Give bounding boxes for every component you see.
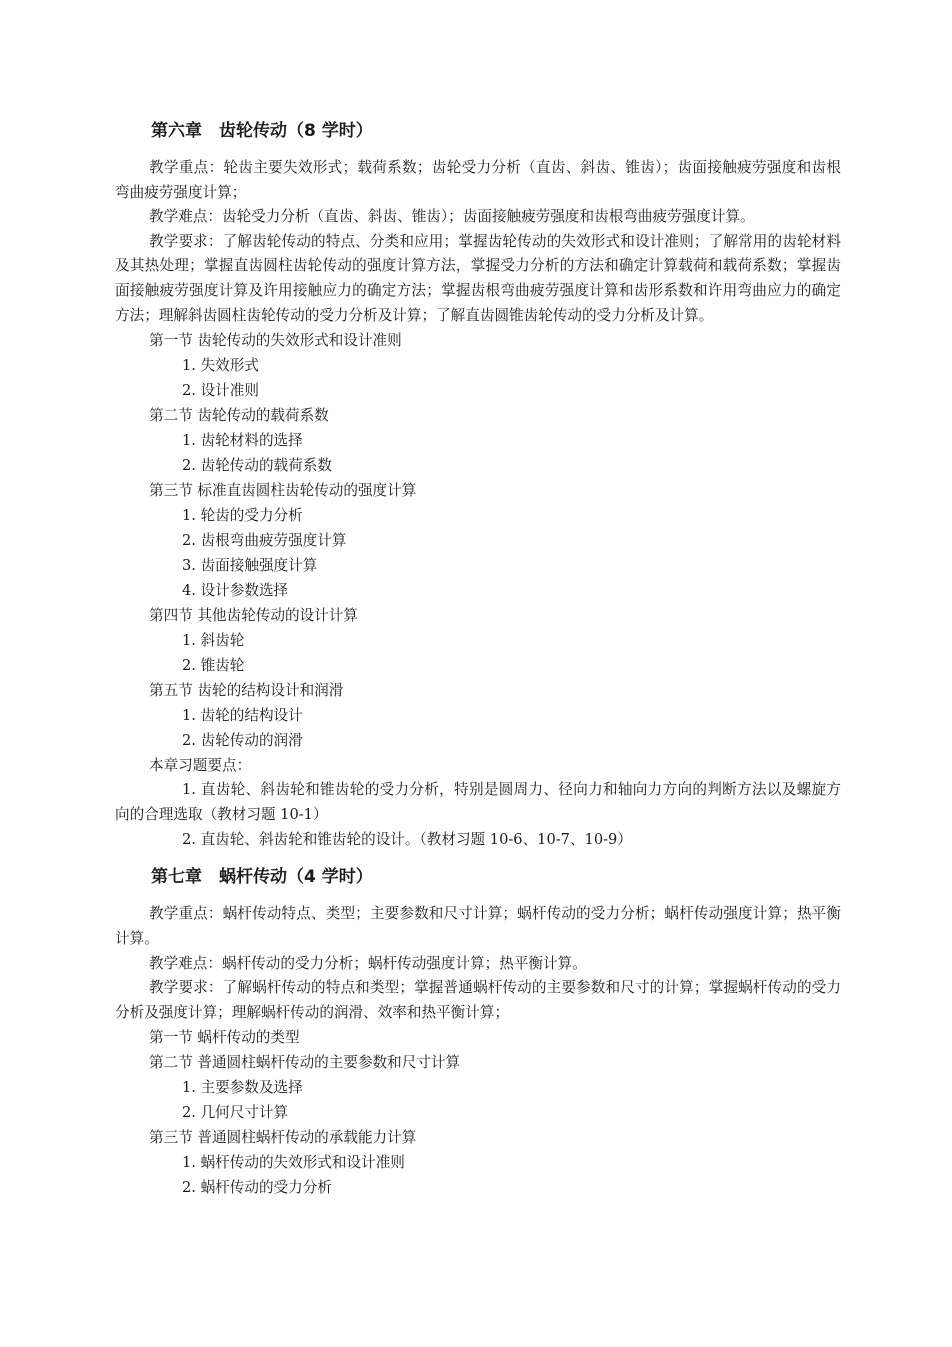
teaching-requirements: 教学要求：了解蜗杆传动的特点和类型；掌握普通蜗杆传动的主要参数和尺寸的计算；掌握蜗杆传动的受力分析及强度计算；理解蜗杆传动的润滑、效率和热平衡计算； (115, 979, 841, 1021)
section-title: 第四节 其他齿轮传动的设计计算 (149, 607, 358, 625)
section-item: 2. 设计准则 (182, 382, 259, 400)
section-item: 1. 失效形式 (182, 357, 259, 375)
section-item: 2. 齿轮传动的润滑 (182, 732, 303, 750)
section-item: 2. 几何尺寸计算 (182, 1104, 289, 1122)
exercises-title: 本章习题要点： (149, 757, 252, 775)
document-page (115, 112, 841, 1200)
teaching-difficulties: 教学难点：蜗杆传动的受力分析；蜗杆传动强度计算；热平衡计算。 (149, 954, 587, 972)
exercise-item: 2. 直齿轮、斜齿轮和锥齿轮的设计。（教材习题 10-6、10-7、10-9） (182, 831, 632, 849)
exercise-item: 1. 直齿轮、斜齿轮和锥齿轮的受力分析，特别是圆周力、径向力和轴向力方向的判断方法以及螺旋方向的合理选取（教材习题 10-1） (115, 781, 841, 823)
teaching-requirements: 教学要求：了解齿轮传动的特点、分类和应用；掌握齿轮传动的失效形式和设计准则；了解常用的齿轮材料及其热处理；掌握直齿圆柱齿轮传动的强度计算方法，掌握受力分析的方法和确定计算载荷和载荷系数；掌握齿面接触疲劳强度计算及许用接触应力的确定方法；掌握齿根弯曲疲劳强度计算和齿形系数和许用弯曲应力的确定方法；理解斜齿圆柱齿轮传动的受力分析及计算；了解直齿圆锥齿轮传动的受力分析及计算。 (115, 232, 841, 324)
section-item: 2. 蜗杆传动的受力分析 (182, 1179, 332, 1197)
chapter-title: 第六章 齿轮传动（8 学时） (151, 121, 373, 141)
section-item: 3. 齿面接触强度计算 (182, 557, 318, 575)
section-item: 1. 齿轮材料的选择 (182, 432, 303, 450)
section-item: 2. 锥齿轮 (182, 657, 245, 675)
section-item: 1. 蜗杆传动的失效形式和设计准则 (182, 1154, 405, 1172)
section-item: 4. 设计参数选择 (182, 582, 289, 600)
teaching-key-points: 教学重点：轮齿主要失效形式；载荷系数；齿轮受力分析（直齿、斜齿、锥齿）；齿面接触疲劳强度和齿根弯曲疲劳强度计算； (115, 159, 841, 201)
section-item: 1. 主要参数及选择 (182, 1079, 303, 1097)
teaching-difficulties: 教学难点：齿轮受力分析（直齿、斜齿、锥齿）；齿面接触疲劳强度和齿根弯曲疲劳强度计算。 (149, 208, 755, 226)
section-item: 1. 轮齿的受力分析 (182, 507, 303, 525)
section-title: 第二节 齿轮传动的载荷系数 (149, 407, 329, 425)
section-title: 第五节 齿轮的结构设计和润滑 (149, 682, 344, 700)
section-title: 第一节 齿轮传动的失效形式和设计准则 (149, 332, 402, 350)
section-item: 2. 齿根弯曲疲劳强度计算 (182, 532, 347, 550)
section-title: 第二节 普通圆柱蜗杆传动的主要参数和尺寸计算 (149, 1054, 461, 1072)
section-title: 第一节 蜗杆传动的类型 (149, 1029, 300, 1047)
section-title: 第三节 普通圆柱蜗杆传动的承载能力计算 (149, 1129, 417, 1147)
chapter-title: 第七章 蜗杆传动（4 学时） (151, 867, 373, 888)
section-item: 2. 齿轮传动的载荷系数 (182, 457, 332, 475)
section-item: 1. 齿轮的结构设计 (182, 707, 303, 725)
section-item: 1. 斜齿轮 (182, 632, 245, 650)
teaching-key-points: 教学重点：蜗杆传动特点、类型；主要参数和尺寸计算；蜗杆传动的受力分析；蜗杆传动强度计算；热平衡计算。 (115, 905, 841, 947)
section-title: 第三节 标准直齿圆柱齿轮传动的强度计算 (149, 482, 417, 500)
